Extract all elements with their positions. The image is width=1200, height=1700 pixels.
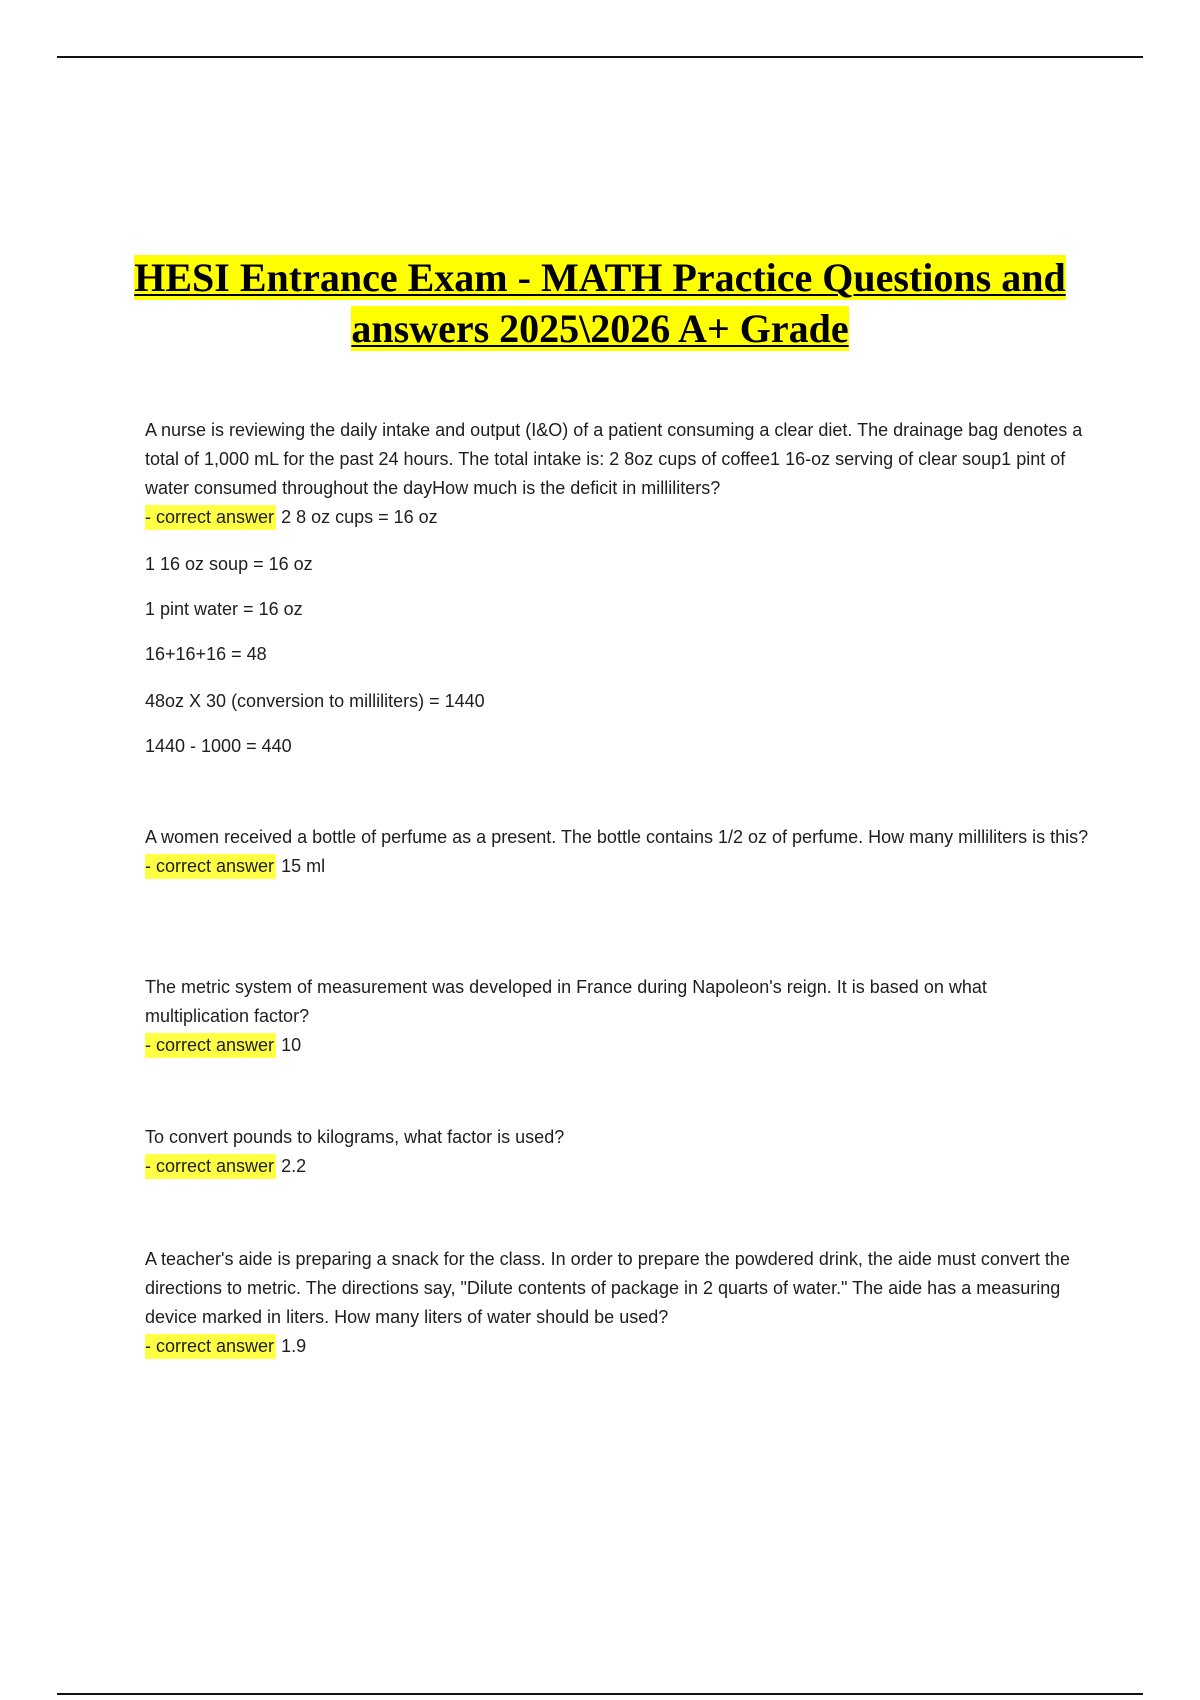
title-line-1: HESI Entrance Exam - MATH Practice Questions and <box>134 255 1066 300</box>
answer-text: 2 8 oz cups = 16 oz <box>281 507 438 527</box>
question-4 <box>145 1123 1095 1181</box>
question-5 <box>145 1245 1095 1361</box>
page-title <box>100 252 1100 354</box>
solution-step: 1440 - 1000 = 440 <box>145 736 292 756</box>
correct-answer-label: - correct answer <box>145 1033 276 1058</box>
question-1 <box>145 416 1095 532</box>
solution-step: 48oz X 30 (conversion to milliliters) = 1440 <box>145 691 485 711</box>
solution-step: 1 pint water = 16 oz <box>145 599 303 619</box>
correct-answer-label: - correct answer <box>145 854 276 879</box>
header-rule <box>57 56 1143 58</box>
solution-step: 1 16 oz soup = 16 oz <box>145 554 313 574</box>
footer-rule <box>57 1693 1143 1695</box>
question-text: The metric system of measurement was developed in France during Napoleon's reign. It is based on what multiplication factor? <box>145 977 987 1026</box>
title-line-2: answers 2025\2026 A+ Grade <box>351 306 849 351</box>
question-text: To convert pounds to kilograms, what factor is used? <box>145 1127 565 1147</box>
correct-answer-label: - correct answer <box>145 505 276 530</box>
question-text: A women received a bottle of perfume as a present. The bottle contains 1/2 oz of perfume. How many milliliters is this? <box>145 827 1089 847</box>
correct-answer-label: - correct answer <box>145 1334 276 1359</box>
question-2 <box>145 823 1095 881</box>
solution-step: 16+16+16 = 48 <box>145 644 267 664</box>
answer-text: 2.2 <box>281 1156 307 1176</box>
answer-text: 10 <box>281 1035 302 1055</box>
answer-text: 15 ml <box>281 856 326 876</box>
correct-answer-label: - correct answer <box>145 1154 276 1179</box>
question-text: A nurse is reviewing the daily intake and output (I&O) of a patient consuming a clear diet. The drainage bag denotes a total of 1,000 mL for the past 24 hours. The total intake is: 2 8oz cups of coffee1 16-oz serving of clear soup1 pint of water consumed throughout the dayHow much is the deficit in milliliters? <box>145 420 1083 498</box>
answer-text: 1.9 <box>281 1336 307 1356</box>
question-3 <box>145 973 1095 1060</box>
question-text: A teacher's aide is preparing a snack for the class. In order to prepare the powdered drink, the aide must convert the directions to metric. The directions say, "Dilute contents of package in 2 quarts of water." The aide has a measuring device marked in liters. How many liters of water should be used? <box>145 1249 1070 1327</box>
